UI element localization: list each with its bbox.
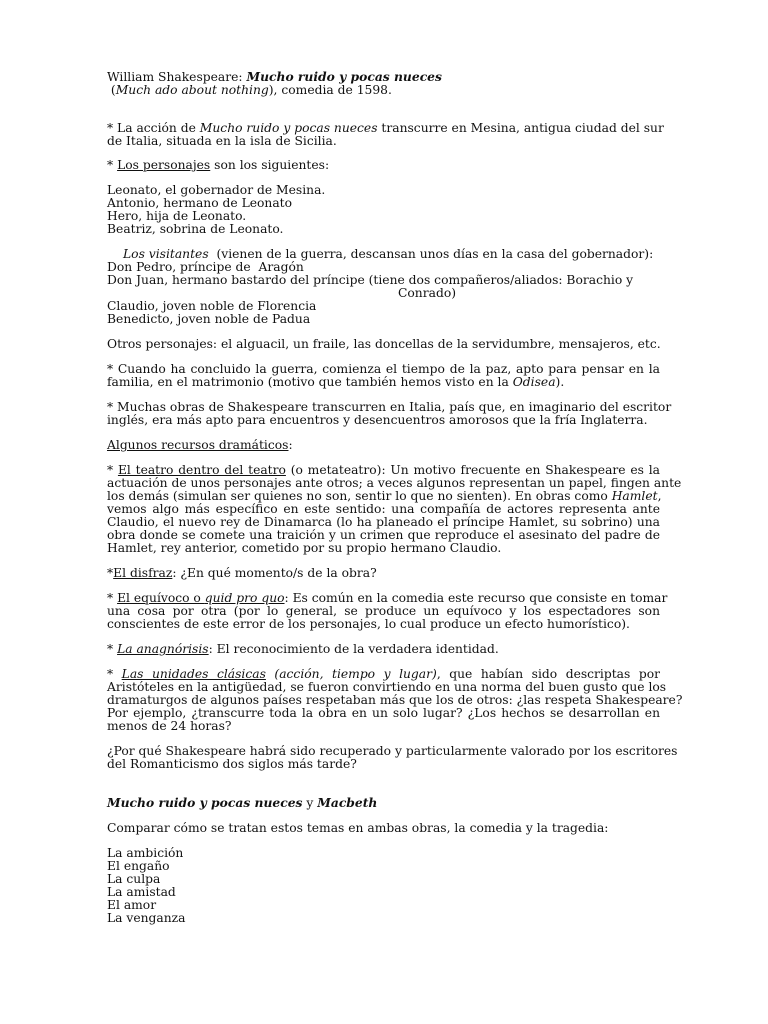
anagnorisis-line [107,643,499,656]
visitantes-rest: (vienen de la guerra, descansan unos días en la casa del gobernador): [208,247,654,261]
guerra-line-1: * Cuando ha concluido la guerra, comienza el tiempo de la paz, apto para pensar en la [107,362,660,376]
guerra-end: ). [555,375,565,389]
personajes-rest: son los siguientes: [210,158,330,172]
teatro-heading: El teatro dentro del teatro [117,463,286,477]
romanticismo-line-1: ¿Por qué Shakespeare habrá sido recuperado y particularmente valorado por los escritores [107,744,678,758]
italia-line-1: * Muchas obras de Shakespeare transcurren en Italia, país que, en imaginario del escritor [107,400,672,414]
teatro-line-5: Claudio, el nuevo rey de Dinamarca (lo ha planeado el príncipe Hamlet, su sobrino) una [107,515,660,529]
teatro-comma: , [657,489,662,503]
accion-text-a: * La acción de [107,121,200,135]
accion-line-2: de Italia, situada en la isla de Sicilia. [107,134,337,148]
theme-item: La amistad [107,885,176,899]
recursos-heading-line [107,439,293,452]
bullet-star: * [107,463,118,477]
character-item: Leonato, el gobernador de Mesina. [107,183,326,197]
bullet-star: * [107,642,118,656]
unidades-paren: (acción, tiempo y lugar) [265,667,437,681]
italia-line-2: inglés, era más apto para encuentros y desencuentros amorosos que la fría Inglaterra. [107,413,648,427]
theme-item: La culpa [107,872,161,886]
section2-heading [107,796,377,810]
play-title: Mucho ruido y pocas nueces [246,69,442,84]
unidades-text: , que habían sido descriptas por [436,667,660,681]
author: William Shakespeare: [107,70,247,84]
romanticismo-line-2: del Romanticismo dos siglos más tarde? [107,757,357,771]
document-title-line [107,70,442,84]
hamlet-title: Hamlet [611,489,658,503]
recursos-heading: Algunos recursos dramáticos [107,438,289,452]
subtitle-rest: ), comedia de 1598. [268,83,392,97]
teatro-text: los demás (simulan ser quienes no son, sentir lo que no sienten). En obras como [107,489,612,503]
disfraz-line [107,567,377,580]
theme-item: La ambición [107,846,184,860]
theme-item: El engaño [107,859,170,873]
visitor-item-continuation: Conrado) [398,286,457,300]
bullet-star: * [107,566,114,580]
accion-text-b: transcurre en Mesina, antigua ciudad del sur [377,121,664,135]
equivoco-text: : Es común en la comedia este recurso que consiste en tomar [284,591,668,605]
equivoco-heading-a: El equívoco o [117,591,205,605]
comparar-line: Comparar cómo se tratan estos temas en ambas obras, la comedia y la tragedia: [107,821,609,835]
english-title: Much ado about nothing [115,83,269,97]
visitantes-label: Los visitantes [123,247,209,261]
section2-title-b: Macbeth [317,795,378,810]
teatro-line-6: obra donde se comete una traición y un crimen que reproduce el asesinato del padre de [107,528,660,542]
section2-connector: y [302,796,318,810]
guerra-text: familia, en el matrimonio (motivo que también hemos visto en la [107,375,513,389]
anagnorisis-heading: La anagnórisis [117,642,209,656]
unidades-line-5: menos de 24 horas? [107,719,232,733]
unidades-line-4: Por ejemplo, ¿transcurre toda la obra en un solo lugar? ¿Los hechos se desarrollan en [107,706,660,720]
disfraz-rest: : ¿En qué momento/s de la obra? [172,566,377,580]
disfraz-heading: El disfraz [113,566,173,580]
theme-item: El amor [107,898,157,912]
visitor-item: Claudio, joven noble de Florencia [107,299,317,313]
odisea-title: Odisea [512,375,556,389]
teatro-line-2: actuación de unos personajes ante otros; a veces algunos representan un papel, fingen ante [107,476,682,490]
character-item: Hero, hija de Leonato. [107,209,247,223]
character-item: Antonio, hermano de Leonato [107,196,293,210]
unidades-line-2: Aristóteles en la antigüedad, se fueron convirtiendo en una norma del buen gusto que los [107,680,667,694]
recursos-colon: : [288,438,293,452]
section2-title-a: Mucho ruido y pocas nueces [107,795,303,810]
theme-item: La venganza [107,911,186,925]
equivoco-line-2: una cosa por otra (por lo general, se produce un equívoco y los espectadores son [107,604,660,618]
teatro-line-4: vemos algo más específico en este sentido: una compañía de actores representa ante [107,502,660,516]
character-item: Beatriz, sobrina de Leonato. [107,222,284,236]
personajes-heading: Los personajes [117,158,211,172]
equivoco-line-3: conscientes de este error de los personajes, lo cual produce un efecto humorístico). [107,617,630,631]
equivoco-heading [117,591,284,605]
unidades-heading: Las unidades clásicas [121,667,266,681]
unidades-line-3: dramaturgos de algunos países respetaban más que los de otros: ¿las respeta Shakespeare? [107,693,683,707]
bullet-star: * [107,591,118,605]
quid-pro-quo: quid pro quo [204,591,285,605]
otros-personajes: Otros personajes: el alguacil, un fraile, las doncellas de la servidumbre, mensajeros, etc. [107,337,661,351]
accion-title: Mucho ruido y pocas nueces [199,121,378,135]
teatro-line-7: Hamlet, rey anterior, cometido por su propio hermano Claudio. [107,541,502,555]
document-subtitle-line [107,84,392,97]
paren-open: ( [107,83,116,97]
bullet-star: * [107,158,118,172]
guerra-line-2 [107,376,564,389]
visitor-item: Don Juan, hermano bastardo del príncipe (tiene dos compañeros/aliados: Borachio y [107,273,634,287]
visitor-item: Don Pedro, príncipe de Aragón [107,260,304,274]
personajes-line [107,159,329,172]
bullet-star: * [107,667,122,681]
anagnorisis-rest: : El reconocimiento de la verdadera identidad. [208,642,499,656]
visitor-item: Benedicto, joven noble de Padua [107,312,311,326]
teatro-text: (o metateatro): Un motivo frecuente en Shakespeare es la [285,463,660,477]
